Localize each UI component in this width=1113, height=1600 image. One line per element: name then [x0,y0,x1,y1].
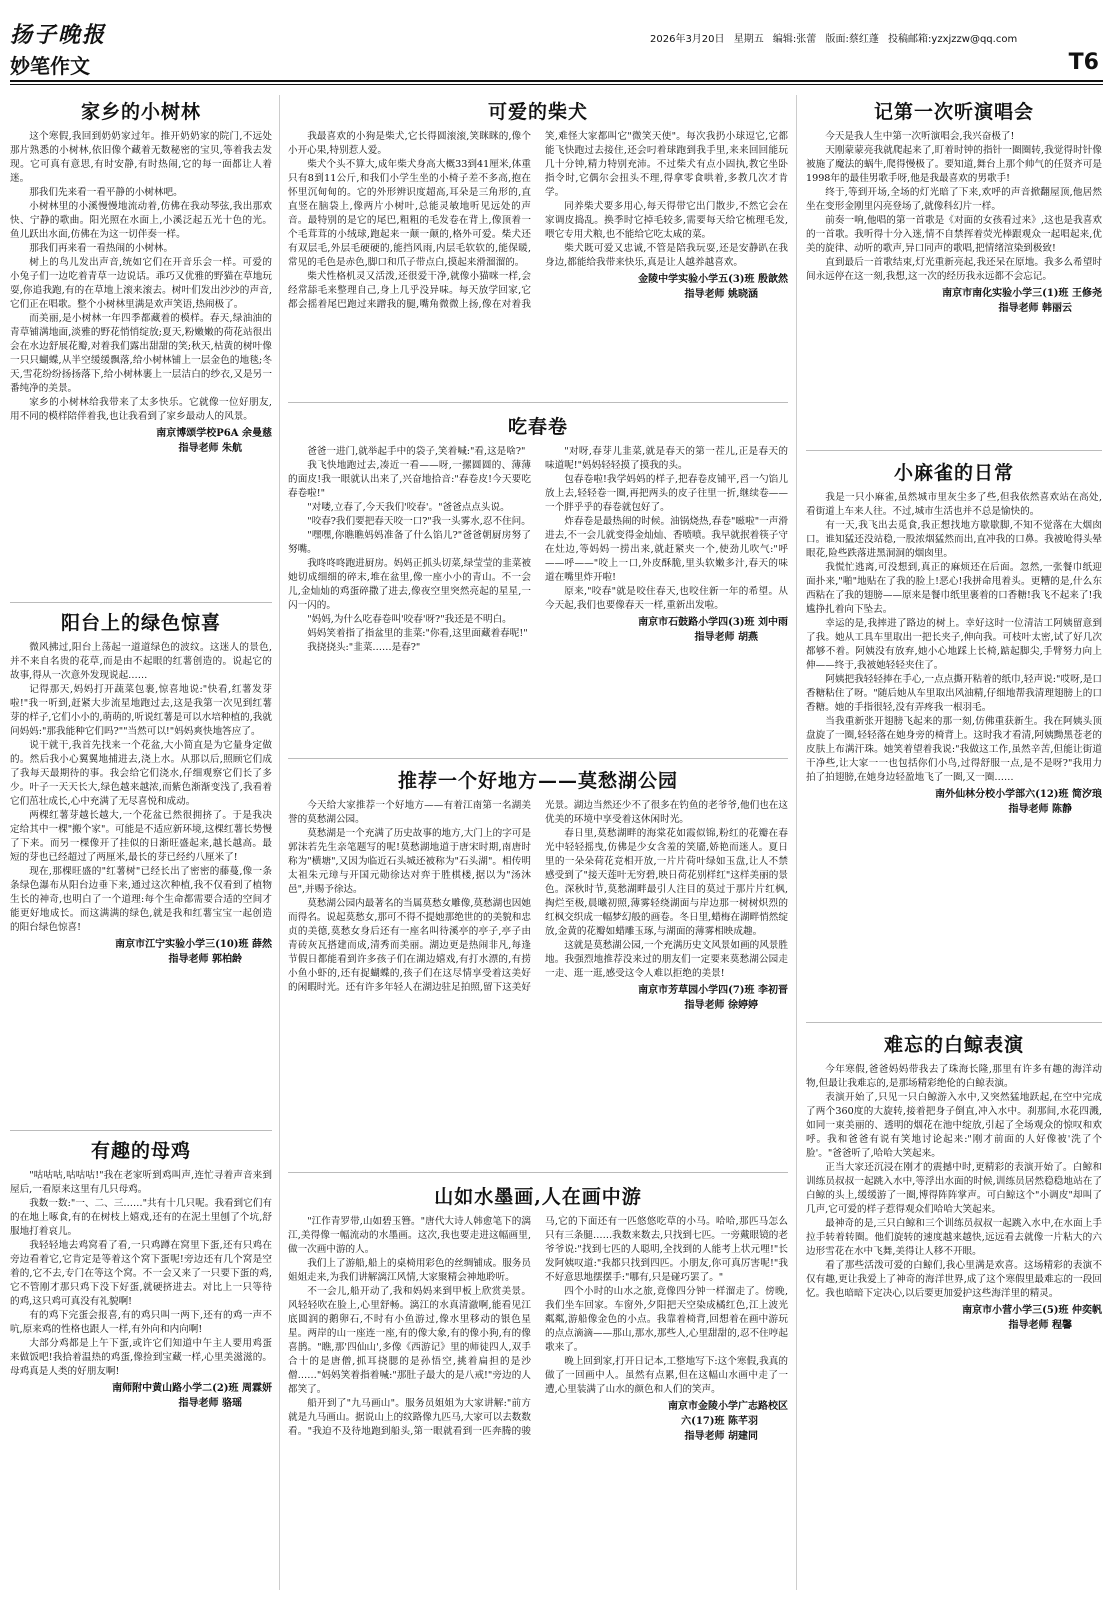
article-paragraph: 家乡的小树林给我带来了太多快乐。它就像一位好朋友,用不同的模样陪伴着我,也让我看到了家乡最动人的风景。 [10,397,272,422]
article-paragraph: 晚上回到家,打开日记本,工整地写下:这个寒假,我真的做了一回画中人。虽然有点累,但在这幅山水画中走了一遭,心里装满了山水的颜色和人们的笑声。 [545,1356,788,1395]
issue-date: 2026年3月20日 [650,34,725,45]
article-paragraph: 柴犬既可爱又忠诚,不管是陪我玩耍,还是安静趴在我身边,都能给我带来快乐,真是让人越养越喜欢。 [545,243,788,268]
article-title: 难忘的白鲸表演 [883,1034,1024,1056]
article-divider [10,1130,272,1131]
article-paragraph: 我们上了游船,船上的桌椅用彩色的丝绸铺成。服务员姐姐走来,为我们讲解漓江风情,大家聚精会神地聆听。 [288,1258,531,1283]
article-paragraph: 有一天,我飞出去觅食,我正想找地方歇歇脚,不知不觉落在大烟囱口。谁知猛还没站稳,一股浓烟猛然而出,直冲我的口鼻。我被呛得头晕眼花,险些跌落进黑洞洞的烟囱里。 [806,520,1102,559]
article-divider [288,1172,788,1173]
teacher-byline: 指导老师 骆瑶 [178,1398,242,1409]
article-first-concert [806,97,1102,447]
article-title: 山如水墨画,人在画中游 [434,1186,642,1208]
article-paragraph: "对喽,立春了,今天我们'咬春'。"爸爸点点头说。 [307,502,510,513]
article-divider [288,402,788,403]
teacher-byline: 指导老师 徐婷婷 [684,1000,758,1011]
article-paragraph: 同养柴犬要多用心,每天得带它出门散步,不然它会在家调皮捣乱。换季时它掉毛较多,需要每天给它梳理毛发,喂它专用犬粮,也不能给它吃太咸的菜。 [545,201,788,240]
article-paragraph: 我飞快地跑过去,凑近一看——呀,一摞圆圆的、薄薄的面皮!我一眼就认出来了,兴奋地拾音:"春卷皮!今天要吃春卷啦!" [288,460,531,499]
article-balcony-green [10,608,272,1128]
article-paragraph: 原来,"咬春"就是咬住春天,也咬住新一年的希望。从今天起,我们也要像春天一样,重新出发啦。 [545,586,788,611]
article-paragraph: "咕咕咕,咕咕咕!"我在老家听到鸡叫声,连忙寻着声音来到屋后,一看原来这里有几只母鸡。 [10,1170,272,1195]
author-byline: 南京市小营小学三(5)班 仲奕帆 [962,1305,1102,1316]
article-paragraph: 这就是莫愁湖公园,一个充满历史文风景如画的风景胜地。我强烈地推荐没来过的朋友们一定要来莫愁湖公园走一走、逛一逛,感受这令人难以拒绝的美景! [545,940,788,979]
article-paragraph: 正当大家还沉浸在刚才的震撼中时,更精彩的表演开始了。白鲸和训练员叔叔一起跳入水中,等浮出水面的时候,训练员居然稳稳地站在了白鲸的头上,缓缓游了一圈,博得阵阵掌声。可白鲸这个"小调皮"却叫了几声,它可爱的样子惹得观众们哈哈大笑起来。 [806,1162,1102,1215]
article-paragraph: 微风拂过,阳台上荡起一道道绿色的波纹。这迷人的景色,并不来自名贵的花草,而是由不起眼的红薯创造的。说起它的故事,得从一次意外发现说起…… [10,642,272,681]
article-divider [806,450,1102,451]
article-paragraph: 我咚咚咚跑进厨房。妈妈正抓头切菜,绿莹莹的韭菜被她切成细细的碎末,堆在盆里,像一座小小的青山。不一会儿,金灿灿的鸡蛋碎撒了进去,像夜空里突然亮起的星星,一闪一闪的。 [288,558,531,611]
article-paragraph: 不一会儿,船开动了,我和妈妈来到甲板上欣赏美景。风轻轻吹在脸上,心里舒畅。漓江的水真清澈啊,能看见江底圆润的鹅卵石,不时有小鱼游过,像水里移动的银色星星。两岸的山一座连一座,有的像大象,有的像小狗,有的像喜鹊。"瞧,那'四仙山',多像《西游记》里的师徒四人,双手合十的是唐僧,抓耳挠腮的是孙悟空,挑着扁担的是沙僧……"妈妈笑着指着喊:"那肚子最大的是八戒!"旁边的人都笑了。 [288,1286,531,1395]
designer: 版面:蔡红蓬 [825,34,879,45]
teacher-byline: 指导老师 陈静 [1008,804,1072,815]
article-paragraph: 树上的鸟儿发出声音,统如它们在开音乐会一样。可爱的小兔子们一边吃着青草一边说话。乖巧又优雅的野猫在草地玩耍,你追我跑,有的在草地上滚来滚去。树叶们发出沙沙的声音,它们正在唱歌。整个小树林里满是欢声笑语,热闹极了。 [10,257,272,310]
article-paragraph: 我是一只小麻雀,虽然城市里灰尘多了些,但我依然喜欢站在高处,看街道上车来人往。不过,城市生活也并不总是愉快的。 [806,492,1102,517]
teacher-byline: 指导老师 胡燕 [694,632,758,643]
author-byline: 南京博颂学校P6A 余曼慈 [156,428,272,439]
article-paragraph: 说干就干,我首先找来一个花盆,大小简直是为它量身定做的。然后我小心翼翼地捕进去,浇上水。从那以后,照顾它们成了我每天最期待的事。我会给它们浇水,仔细观察它们长了多少。叶子一天天长大,绿色越来越浓,而紫色渐渐变浅了,我看着它们茁壮成长,心中充满了无尽喜悦和成动。 [10,740,272,807]
section-title: 妙笔作文 [10,54,90,78]
article-paragraph: 春日里,莫愁湖畔的海棠花如霞似锦,粉红的花瓣在春光中轻轻摇曳,仿佛是少女含羞的笑靥,娇艳而迷人。夏日里的一朵朵荷花竞相开放,一片片荷叶绿如玉盘,让人不禁感受到了"接天莲叶无穷碧,映日荷花别样红"这样美丽的景色。深秋时节,莫愁湖畔最引人注目的莫过于那片片红枫,掏烂至极,晨曦初照,薄雾轻绕湖面与岸边那一树树炽烈的红枫交织成一幅梦幻般的画卷。冬日里,蜡梅在湖畔悄然绽放,金黄的花瓣如蜡雕玉琢,与湖面的薄雾相映成趣。 [545,828,788,937]
article-mochou-lake [288,766,788,1166]
article-paragraph: 前奏一响,他唱的第一首歌是《对面的女孩看过来》,这也是我喜欢的一首歌。我听得十分入迷,情不自禁挥着荧光棒跟观众一起唱起来,优美的旋律、动听的歌声,异口同声的歌唱,把情绪渲染到极致! [806,215,1102,254]
article-title: 可爱的柴犬 [487,101,588,123]
article-paragraph: 包春卷啦!我学妈妈的样子,把春卷皮铺平,舀一勺馅儿放上去,轻轻卷一圈,再把两头的皮子往里一折,继续卷——一个胖乎乎的春卷就包好了。 [545,474,788,513]
article-paragraph: 阿姨把我轻轻捧在手心,一点点撕开粘着的纸巾,轻声说:"哎呀,是口香糖粘住了呀。"随后她从车里取出风油精,仔细地帮我清理翅膀上的口香糖。她的手指很轻,没有弄疼我一根羽毛。 [806,674,1102,713]
article-title: 家乡的小树林 [80,101,201,123]
page-number: T6 [1068,50,1099,75]
column-divider [796,95,797,1590]
article-paragraph: 那我们再来看一看热闹的小树林。 [29,243,174,254]
article-paragraph: 今天给大家推荐一个好地方——有着江南第一名湖美誉的莫愁湖公园。 [288,800,531,825]
article-ink-landscape [288,1182,788,1594]
article-paragraph: "嘿嘿,你瞧瞧妈妈准备了什么馅儿?"爸爸朝厨房努了努嘴。 [288,530,531,555]
author-byline: 南外仙林分校小学部六(12)班 简汐琅 [935,789,1102,800]
article-paragraph: 我轻轻地去鸡窝看了看,一只鸡蹲在窝里下蛋,还有只鸡在旁边看着它,它肯定是等着这个窝下蛋呢!旁边还有几个窝是空着的,它不去,专门在等这个窝。不一会又来了一只要下蛋的鸡,它不管刚才那只鸡下没下好蛋,就硬挤进去。对比上一只等待的鸡,这只鸡可真没有礼貌啊! [10,1240,272,1307]
teacher-byline: 指导老师 韩丽云 [998,303,1072,314]
masthead-logo: 扬子晚报 [10,22,107,48]
teacher-byline: 指导老师 程馨 [1008,1320,1072,1331]
article-title: 吃春卷 [507,416,568,438]
article-paragraph: 我数一数:"一、二、三……"共有十几只呢。我看到它们有的在地上啄食,有的在树枝上嬉戏,还有的在泥土里刨了个坑,舒服地打着哀儿。 [10,1198,272,1237]
article-title: 阳台上的绿色惊喜 [60,612,221,634]
editor: 编辑:张蕾 [772,34,817,45]
author-byline: 南京市石鼓路小学四(3)班 刘中雨 [638,617,788,628]
article-paragraph: 大部分鸡都是上午下蛋,或许它们知道中午主人要用鸡蛋来做饭吧!我拾着温热的鸡蛋,像捡到宝藏一样,心里美滋滋的。母鸡真是人类的好朋友啊! [10,1338,272,1377]
article-funny-hens [10,1136,272,1594]
article-paragraph: 柴犬性格机灵又活泼,还很爱干净,就像小猫咪一样,会经常舔毛来整理自己,身上几乎没异味。每天放学回家,它都会摇着尾巴跑过来蹭我的腿,嘴角微微上扬,像在对着我笑,难怪大家都叫它"微笑天使"。每次我扔小球逗它,它都能飞快跑过去接住,还会叼着球跑到我手里,来来回回能玩几十分钟,精力特别充沛。不过柴犬有点小固执,教它坐卧指令时,它偶尔会扭头不理,得拿零食哄着,多教几次才肯学。 [288,131,788,310]
header-rule [10,80,1103,82]
article-title: 记第一次听演唱会 [873,101,1034,123]
article-paragraph: 表演开始了,只见一只白鲸游入水中,又突然猛地跃起,在空中完成了两个360度的大旋转,接着把身子倒直,冲入水中。刹那间,水花四溅,如同一束美丽的、透明的烟花在池中绽放,引起了全场观众的惊叹和欢呼。我和爸爸有说有笑地讨论起来:"刚才前面的人好像被'洗了个脸'。"爸爸听了,哈哈大笑起来。 [806,1092,1102,1159]
article-paragraph: 我最喜欢的小狗是柴犬,它长得圆滚滚,笑眯眯的,像个小开心果,特别惹人爱。 [288,131,531,156]
article-paragraph: 终于,等到开场,全场的灯光暗了下来,欢呼的声音掀翻屋顶,他居然坐在变形金刚里闪亮登场了,就像科幻片一样。 [806,187,1102,212]
article-paragraph: 小树林里的小溪慢慢地流动着,仿佛在我动琴弦,我出那欢快、宁静的歌曲。阳光照在水面上,小溪泛起五光十色的光。鱼儿跃出水面,仿佛在为这一切伴奏一样。 [10,201,272,240]
article-title: 小麻雀的日常 [893,462,1014,484]
article-divider [288,758,788,759]
article-paragraph: 而美丽,是小树林一年四季都藏着的模样。春天,绿油油的青草铺满地面,淡雅的野花悄悄绽放;夏天,粉嫩嫩的荷花站很出会在水边舒展花瓣,对着我们露出甜甜的笑;秋天,枯黄的树叶像一只只蝴蝶,从半空缓缓飘落,给小树林铺上一层金色的地毯;冬天,雪花纷纷扬扬落下,给小树林裹上一层洁白的纱衣,又是另一番纯净的美景。 [10,313,272,394]
article-paragraph: 这个寒假,我回到奶奶家过年。推开奶奶家的院门,不远处那片熟悉的小树林,依旧像个藏着无数秘密的宝贝,等着我去发现。它可真有意思,有时安静,有时热闹,它的每一面都让人着迷。 [10,131,272,184]
article-paragraph: 四个小时的山水之旅,竟像四分钟一样溜走了。傍晚,我们坐车回家。车窗外,夕阳把天空染成橘红色,江上波光粼粼,游船像金色的小点。我靠着椅背,回想着在画中游玩的点点滴滴——那山,那水,那些人,心里甜甜的,忍不住哼起歌来了。 [545,1286,788,1353]
article-divider [10,602,272,603]
article-paragraph: "对呀,春芽儿韭菜,就是春天的第一茬儿,正是春天的味道呢!"妈妈轻轻摸了摸我的头。 [545,446,788,471]
article-shiba-dog [288,97,788,397]
article-beluga-show [806,1030,1102,1594]
article-paragraph: 妈妈笑着指了指盆里的韭菜:"你看,这里面藏着春呢!" [307,628,528,639]
article-paragraph: 莫愁湖公园内最著名的当属莫愁女雕像,莫愁湖也因她而得名。说起莫愁女,那可不得不提她那绝世的的美貌和忠贞的美德,莫愁女身后还有一座名叫待溪亭的亭子,亭子由青砖灰瓦搭建而成,清秀而美丽。湖边更是热闹非凡,每逢节假日都能看到许多孩子们在湖边嬉戏,有打水漂的,有捞小鱼小虾的,还有捉蝴蝶的,孩子们在这尽情享受着这美好的闲暇时光。还有许多年轻人在湖边驻足拍照,留下这美好光景。湖边当然还少不了很多在钓鱼的老爷爷,他们也在这优美的环境中享受着这休闲时光。 [288,800,788,993]
article-paragraph: 今年寒假,爸爸妈妈带我去了珠海长隆,那里有许多有趣的海洋动物,但最让我难忘的,是那场精彩绝伦的白鲸表演。 [806,1064,1102,1089]
author-byline: 南京市南化实验小学三(1)班 王修尧 [942,288,1102,299]
article-paragraph: 今天是我人生中第一次听演唱会,我兴奋极了! [825,131,1015,142]
article-paragraph: 我慌忙逃离,可没想到,真正的麻烦还在后面。忽然,一张餐巾纸迎面扑来,"啪"地贴在了我的脸上!恶心!我拼命甩着头。更糟的是,什么东西粘在了我的翅膀——原来是餐巾纸里裹着的口香糖!我飞不起来了!我尴挣扎着向下坠去。 [806,562,1102,615]
header-rule-thin [10,84,1103,85]
author-byline: 金陵中学实验小学五(3)班 殷歆然 [638,274,788,285]
article-paragraph: 那我们先来看一看平静的小树林吧。 [29,187,183,198]
author-byline: 南师附中黄山路小学二(2)班 周霖妍 [112,1383,272,1394]
article-paragraph: 天刚蒙蒙亮我就爬起来了,盯着时钟的指针一圈圈转,我觉得时针像被施了魔法的蜗牛,爬得慢极了。要知道,舞台上那个帅气的任贤齐可是1998年的最佳男歌手呀,他是我最喜欢的男歌手! [806,145,1102,184]
author-byline: 南京市江宁实验小学三(10)班 薛然 [115,939,272,950]
teacher-byline: 指导老师 胡建同 [684,1431,758,1442]
article-paragraph: "咬春?我们要把春天咬一口?"我一头雾水,忍不住问。 [307,516,531,527]
article-paragraph: 柴犬个头不算大,成年柴犬身高大概33到41厘米,体重只有8到11公斤,和我们小学生坐的小椅子差不多高,抱在怀里沉甸甸的。它的外形辨识度超高,耳朵是三角形的,直直竖在脑袋上,像两片小树叶,总能灵敏地听见远处的声音。最特别的是它的尾巴,粗粗的毛发卷在背上,像顶着一个毛茸茸的小绒球,跑起来一颠一颠的,格外可爱。柴犬还有双层毛,外层毛硬硬的,能挡风雨,内层毛软软的,能保暖,常见的毛色是赤色,脚口和爪子带点白,摸起来滑溜溜的。 [288,159,531,268]
issue-weekday: 星期五 [733,34,764,45]
article-paragraph: 记得那天,妈妈打开蔬菜包裹,惊喜地说:"快看,红薯发芽啦!"我一听到,赶紧大步流星地跑过去,这是我第一次见到红薯芽的样子,它们小小的,萌萌的,听说红薯是可以水培种植的,我就问妈妈:"那我能种它们吗?""当然可以!"妈妈爽快地答应了。 [10,684,272,737]
teacher-byline: 指导老师 姚晓涵 [684,289,758,300]
article-hometown-woods [10,97,272,600]
column-divider [279,95,280,1590]
article-title: 推荐一个好地方——莫愁湖公园 [397,770,678,792]
article-paragraph: 直到最后一首歌结束,灯光重新亮起,我还呆在原地。我多么希望时间永远停在这一刻,我想,这一次的经历我永远都不会忘记。 [806,257,1102,282]
article-paragraph: 有的鸡下完蛋会报喜,有的鸡只叫一两下,还有的鸡一声不吭,原来鸡的性格也跟人一样,有外向和内向啊! [10,1310,272,1335]
article-divider [806,1022,1102,1023]
author-byline: 南京市芳草园小学四(7)班 李初晋 [638,985,788,996]
article-paragraph: 看了那些活泼可爱的白鲸们,我心里满是欢喜。这场精彩的表演不仅有趣,更让我爱上了神奇的海洋世界,成了这个寒假里最难忘的一段回忆。我也暗暗下定决心,以后要更加爱护这些海洋里的精灵。 [806,1260,1102,1299]
article-paragraph: 幸运的是,我摔进了路边的树上。幸好这时一位清洁工阿姨留意到了我。她从工具车里取出一把长夹子,伸向我。可枝叶太密,试了好几次都够不着。阿姨没有放弃,她小心地踩上长椅,踮起脚尖,手臂努力向上伸——终于,我被她轻轻夹住了。 [806,618,1102,671]
article-paragraph: 我挠挠头:"韭菜……是春?" [307,642,421,653]
header-info [650,30,1023,45]
article-paragraph: "妈妈,为什么吃春卷叫'咬春'呀?"我还是不明白。 [307,614,512,625]
article-paragraph: 莫愁湖是一个充满了历史故事的地方,大门上的字可是郭沫若先生亲笔题写的呢!莫愁湖地道于唐宋时期,南唐时称为"横塘",又因为临近石头城还被称为"石头湖"。相传明太祖朱元璋与开国元勋徐达对弈于胜棋楼,据以为"汤沐邑",并赐予徐达。 [288,828,531,895]
article-paragraph: "江作青罗带,山如碧玉簪。"唐代大诗人韩愈笔下的漓江,美得像一幅流动的水墨画。这次,我也要走进这幅画里,做一次画中游的人。 [288,1216,531,1255]
article-paragraph: 炸春卷是最热闹的时候。油锅烧热,春卷"嗞啦"一声滑进去,不一会儿就变得金灿灿、香喷喷。我早就抿着筷子守在灶边,等妈妈一捞出来,就赶紧夹一个,使劲儿吹气:"呼——呼——"咬上一口,外皮酥脆,里头软嫩多汁,春天的味道在嘴里炸开啦! [545,516,788,583]
submission-email: 投稿邮箱:yzxjzzw@qq.com [888,34,1018,45]
teacher-byline: 指导老师 郭柏龄 [168,954,242,965]
article-sparrow-daily [806,458,1102,1018]
article-spring-rolls [288,412,788,752]
article-title: 有趣的母鸡 [90,1140,191,1162]
author-class: 六(17)班 陈芊羽 [681,1416,758,1427]
article-paragraph: 船开到了"九马画山"。服务员姐姐为大家讲解:"前方就是九马画山。据说山上的纹路像九匹马,大家可以去数数看。"我迫不及待地跑到船头,第一眼就看到一匹奔腾的骏马,它的下面还有一匹悠悠吃草的小马。哈哈,那匹马怎么只有三条腿……我数来数去,只找到七匹。一旁戴眼镜的老爷爷说:"找到七匹的人聪明,全找到的人能考上状元哩!"长发阿姨叹道:"我都只找到四匹。小朋友,你可真厉害呢!"我不好意思地摆摆手:"哪有,只是碰巧罢了。" [288,1216,788,1437]
article-paragraph: 爸爸一进门,就举起手中的袋子,笑着喊:"看,这是啥?" [307,446,526,457]
article-paragraph: 现在,那棵旺盛的"红薯树"已经长出了密密的藤蔓,像一条条绿色瀑布从阳台边垂下来,通过这次种植,我不仅看到了植物生长的神奇,也明白了一个道理:每个生命都需要合适的空间才能更好地成长。而这满满的绿色,就是我和红薯宝宝一起创造的阳台绿色惊喜! [10,866,272,933]
teacher-byline: 指导老师 朱航 [178,443,242,454]
article-paragraph: 两棵红薯芽越长越大,一个花盆已然很拥挤了。于是我决定给其中一棵"搬个家"。可能是不适应新环境,这棵红薯长势慢了下来。而另一棵像开了挂似的日渐旺盛起来,越长越高。最短的芽也已经超过了两厘米,最长的芽已经约八厘米了! [10,810,272,863]
article-paragraph: 最神奇的是,三只白鲸和三个训练员叔叔一起跳入水中,在水面上手拉手转着转圈。他们旋转的速度越来越快,远远看去就像一片粘大的六边形雪花在水中飞舞,美得让人移不开眼。 [806,1218,1102,1257]
author-byline: 南京市金陵小学广志路校区 [668,1401,788,1412]
article-paragraph: 当我重新张开翅膀飞起来的那一刻,仿佛重获新生。我在阿姨头顶盘旋了一圈,轻轻落在她身旁的椅背上。这时我才看清,阿姨黝黑苍老的皮肤上布满汗珠。她笑着望着我说:"我做这工作,虽然辛苦,但能让街道干净些,让大家一一也包括你们小鸟,过得舒服一点,是不是呀?"我用力拍了拍翅膀,在她身边轻盈地飞了一圈,又一圈…… [806,716,1102,783]
